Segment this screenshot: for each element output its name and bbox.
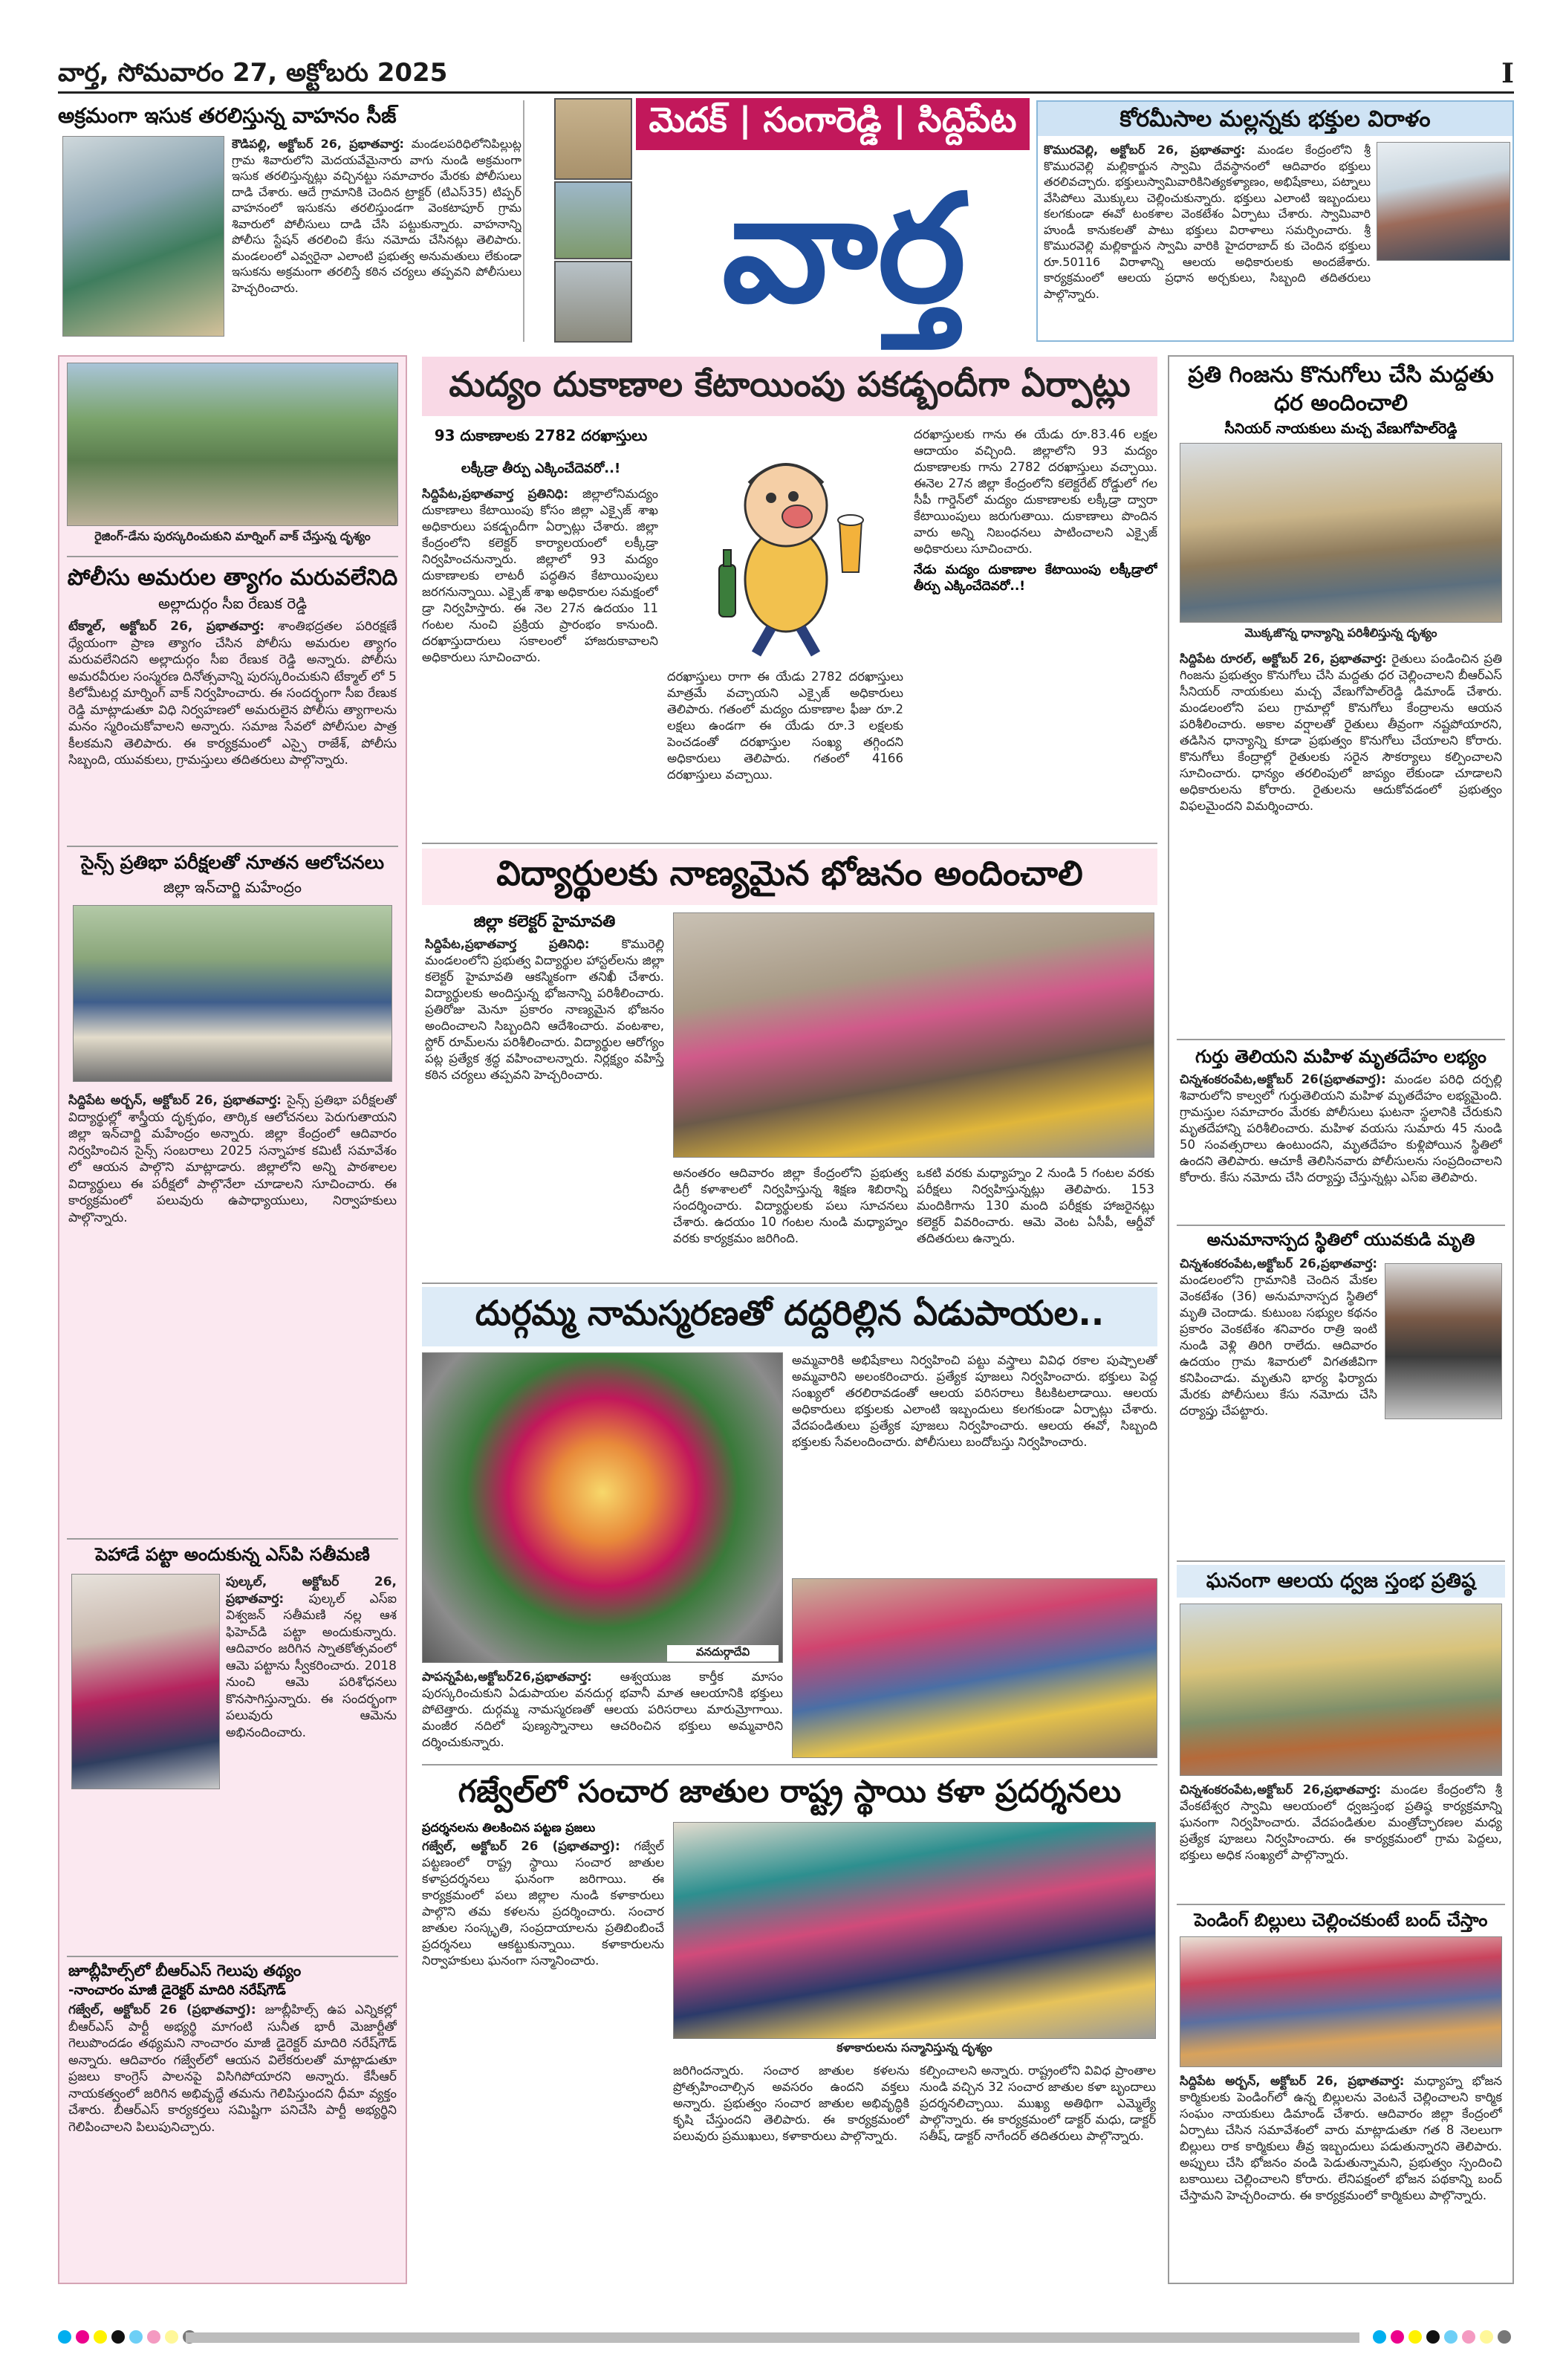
sand-story-dateline: కౌడిపల్లి, అక్టోబర్ 26, ప్రభాతవార్త: (232, 137, 404, 151)
bottle-icon (719, 565, 735, 617)
police-story-dateline: టేక్మాల్, అక్టోబర్ 26, ప్రభాతవార్త: (68, 619, 265, 634)
paddy-photo-caption: మొక్కజొన్న ధాన్యాన్ని పరిశీలిస్తున్న దృశ్యం (1180, 626, 1502, 643)
divider (422, 1764, 1157, 1765)
unknown-body-body: మండల పరిధి దర్పల్లి శివారులోని కాల్వలో గుర్తుతెలియని మహిళ మృతదేహం లభ్యమైంది. గ్రామస్తుల సమాచారం మేరకు పోలీసులు ఘటనా స్థలానికి చేరుకుని మృతదేహాన్ని పరిశీలించారు. మహిళ వయసు సుమారు 45 నుండి 50 సంవత్సరాలు ఉంటుందని, మృతదేహం కుళ్లిపోయిన స్థితిలో ఉందని తెలిపారు. ఆచూకీ తెలిసినవారు పోలీసులను సంప్రదించాలని కోరారు. కేసు నమోదు చేసి దర్యాప్తు చేస్తున్నట్లు ఎస్ఐ తెలిపారు. (1180, 1072, 1502, 1184)
flagpost-story-dateline: చిన్నశంకరంపేట,అక్టోబర్ 26,ప్రభాతవార్త: (1180, 1783, 1381, 1797)
liquor-story-body-3-lead: దరఖాస్తులకు గాను ఈ యేడు రూ.83.46 లక్షల ఆదాయం వచ్చింది. జిల్లాలోని 93 మద్యం దుకాణాలకు గాను 2782 దరఖాస్తులు వచ్చాయి. ఈనెల 27న జిల్లా కేంద్రంలోని కలెక్టరేట్ రోడ్డులో గల సీపీ గార్డెన్‌లో మద్యం దుకాణాలకు లక్కీడ్రా ద్వారా కేటాయింపులు జరుగుతాయి. దుకాణాలు పొందిన వారు అన్ని నిబంధనలు పాటించాలని ఎక్సైజ్ అధికారులు సూచించారు. (914, 427, 1157, 556)
students-story-body-2: అనంతరం ఆదివారం జిల్లా కేంద్రంలోని ప్రభుత్వ డిగ్రీ కళాశాలలో నిర్వహిస్తున్న శిక్షణ శిబిరాన్ని సందర్శించారు. విద్యార్థులకు పలు సూచనలు చేశారు. ఉదయం 10 గంటల నుండి మధ్యాహ్నం వరకు కార్యక్రమం జరిగింది. (673, 1166, 908, 1245)
unknown-body-title: గుర్తు తెలియని మహిళ మృతదేహం లభ్యం (1195, 1046, 1486, 1067)
registration-dot-black (111, 2330, 125, 2344)
suspicious-death-title: అనుమానాస్పద స్థితిలో యువకుడి మృతి (1206, 1230, 1475, 1250)
drunk-cartoon-illustration (667, 424, 905, 661)
liquor-kicker-2: లక్కీడ్రా తీర్పు ఎక్కించేదెవరో..! (461, 461, 621, 476)
gajwel-story-body-2: జరిగిందన్నారు. సంచార జాతుల కళలను ప్రోత్సహించాల్సిన అవసరం ఉందని వక్తలు అన్నారు. ప్రభుత్వం సంచార జాతుల అభివృద్ధికి కృషి చేస్తుందని తెలిపారు. ఈ కార్యక్రమంలో పలువురు ప్రముఖులు, కళాకారులు పాల్గొన్నారు. (673, 2063, 909, 2143)
jubilee-story-dateline: గజ్వేల్, అక్టోబర్ 26 (ప్రభాతవార్త): (68, 2003, 256, 2017)
masthead-photo-1 (554, 98, 632, 180)
students-story-title: విద్యార్థులకు నాణ్యమైన భోజనం అందించాలి (496, 853, 1083, 893)
devotees-story-photo (1377, 142, 1510, 261)
suspicious-death-body: మండలంలోని గ్రామానికి చెందిన మేకల వెంకటేశం (36) అనుమానాస్పద స్థితిలో మృతి చెందాడు. కుటుంబ సభ్యుల కథనం ప్రకారం వెంకటేశం శనివారం రాత్రి ఇంటి నుండి వెళ్లి తిరిగి రాలేదు. ఆదివారం ఉదయం గ్రామ శివారులో విగతజీవిగా కనిపించాడు. మృతుని భార్య ఫిర్యాదు మేరకు పోలీసులు కేసు నమోదు చేసి దర్యాప్తు చేపట్టారు. (1180, 1273, 1377, 1418)
cartoon-eye-left (766, 493, 776, 503)
bills-story-title: పెండింగ్ బిల్లులు చెల్లించకుంటే బంద్ చేస్తాం (1194, 1910, 1488, 1930)
suspicious-death-text (1180, 1256, 1377, 1553)
paddy-story-dateline: సిద్దిపేట రూరల్, అక్టోబర్ 26, ప్రభాతవార్త: (1180, 652, 1387, 666)
gajwel-story-body-3: కల్పించాలని అన్నారు. రాష్ట్రంలోని వివిధ ప్రాంతాల నుండి వచ్చిన 32 సంచార జాతుల కళా బృందాలు ప్రదర్శనలిచ్చాయి. ముఖ్య అతిథిగా ఎమ్మెల్యే పాల్గొన్నారు. ఈ కార్యక్రమంలో డాక్టర్ మధు, డాక్టర్ సతీష్, డాక్టర్ నాగేందర్ తదితరులు పాల్గొన్నారు. (920, 2063, 1156, 2143)
gajwel-story-photo (673, 1822, 1156, 2039)
police-story-photo (67, 363, 398, 526)
liquor-story-text-3 (914, 427, 1157, 840)
science-story-photo (73, 905, 392, 1082)
registration-dot-cyan (58, 2330, 71, 2344)
paddy-story-body: రైతులు పండించిన ప్రతి గింజను ప్రభుత్వం కొనుగోలు చేసి మద్దతు ధర చెల్లించాలని బీఆర్ఎస్ సీనియర్ నాయకులు మచ్చ వేణుగోపాల్‌రెడ్డి డిమాండ్ చేశారు. మండలంలోని పలు గ్రామాల్లో కొనుగోలు కేంద్రాలను ఆయన పరిశీలించారు. అకాల వర్షాలతో రైతులు తీవ్రంగా నష్టపోయారని, తడిసిన ధాన్యాన్ని కూడా ప్రభుత్వం కొనుగోలు చేయాలని కోరారు. కొనుగోలు కేంద్రాల్లో రైతులకు సరైన సౌకర్యాలు కల్పించాలని సూచించారు. ధాన్యం తరలింపులో జాప్యం లేకుండా చూడాలని అధికారులను కోరారు. రైతులను ఆదుకోవడంలో ప్రభుత్వం విఫలమైందని విమర్శించారు. (1180, 652, 1502, 813)
temple-photo-caption: వనదుర్గాదేవి (667, 1645, 779, 1661)
beer-glass-icon (839, 520, 862, 572)
unknown-body-text (1180, 1071, 1502, 1220)
registration-dot-magenta-light (1462, 2330, 1475, 2344)
paddy-story-title: ప్రతి గింజను కొనుగోలు చేసి మద్దతు ధర అందించాలి (1188, 362, 1494, 416)
science-story-body: సైన్స్ ప్రతిభా పరీక్షలతో విద్యార్థుల్లో శాస్త్రీయ దృక్పథం, తార్కిక ఆలోచనలు పెరుగుతాయని జిల్లా ఇన్‌చార్జి మహేంద్రం అన్నారు. జిల్లా కేంద్రంలో ఆదివారం నిర్వహించిన సైన్స్ సంబరాలు 2025 సన్నాహక కమిటీ సమావేశం లో ఆయన పాల్గొని మాట్లాడారు. జిల్లాలోని అన్ని పాఠశాలల విద్యార్థులు ఈ పరీక్షలో పాల్గొనేలా చూడాలని సూచించారు. ఈ కార్యక్రమంలో పలువురు ఉపాధ్యాయులు, నిర్వాహకులు పాల్గొన్నారు. (68, 1093, 397, 1225)
science-story-subtitle: జిల్లా ఇన్‌చార్జి మహేంద్రం (163, 878, 302, 896)
dsp-story-title: పెహాడే పట్టా అందుకున్న ఎస్‌పి సతీమణి (95, 1544, 370, 1565)
gajwel-story-kicker: ప్రదర్శనలను తిలకించిన పట్టణ ప్రజలు (422, 1820, 596, 1835)
devotees-story-title: కోరమీసాల మల్లన్నకు భక్తుల విరాళం (1120, 106, 1431, 132)
gajwel-story-body-1: గజ్వేల్ పట్టణంలో రాష్ట్ర స్థాయి సంచార జాతుల కళాప్రదర్శనలు ఘనంగా జరిగాయి. ఈ కార్యక్రమంలో పలు జిల్లాల నుండి కళాకారులు పాల్గొని తమ కళలను ప్రదర్శించారు. సంచార జాతుల సంస్కృతి, సంప్రదాయాలను ప్రతిబింబించే ప్రదర్శనలు ఆకట్టుకున్నాయి. కళాకారులను నిర్వాహకులు ఘనంగా సన్మానించారు. (422, 1839, 664, 1968)
police-story-title: పోలీసు అమరుల త్యాగం మరువలేనిది (67, 565, 398, 591)
sand-story-body: మండలపరిధిలోనిపిల్లుట్ల గ్రామ శివారులోని మెదయవేమైనారు వాగు నుండి అక్రమంగా ఇసుక తరలిస్తున్నట్లు వచ్చినట్టు సమాచారం మేరకు పోలీసులు దాడి చేశారు. ఆదే గ్రామానికి చెందిన ట్రాక్టర్ (టిఎస్35) టిప్పర్ వాహనంలో ఇసుకను తరలిస్తుండగా వెంకటాపూర్ గ్రామ శివారులో పోలీసులు దాడి చేసి పట్టుకున్నారు. వాహనాన్ని పోలీసు స్టేషన్ తరలించి కేసు నమోదు చేసినట్లు తెలిపారు. మండలంలో ఎవ్వరైనా ఎలాంటి ప్రభుత్వ అనుమతులు లేకుండా ఇసుకను అక్రమంగా తరలిస్తే కఠిన చర్యలు తప్పవని పోలీసులు హెచ్చరించారు. (232, 137, 521, 295)
jubilee-story-body: జూబ్లీహిల్స్ ఉప ఎన్నికల్లో బీఆర్ఎస్ పార్టీ అభ్యర్థి మాగంటి సునీత భారీ మెజార్టీతో గెలుపొందడం తథ్యమని నాంచారం మాజీ డైరెక్టర్ మాదిరి నరేష్‌గౌడ్ అన్నారు. ఆదివారం గజ్వేల్‌లో ఆయన విలేకరులతో మాట్లాడుతూ ప్రజలు కాంగ్రెస్ పాలనపై విసిగిపోయారని అన్నారు. కేసీఆర్ నాయకత్వంలో జరిగిన అభివృద్ధే తమను గెలిపిస్తుందని ధీమా వ్యక్తం చేశారు. బీఆర్ఎస్ కార్యకర్తలు సమిష్టిగా పనిచేసి పార్టీ అభ్యర్థిని గెలిపించాలని పిలుపునిచ్చారు. (68, 2003, 397, 2135)
bills-story-text (1180, 2073, 1502, 2281)
unknown-body-dateline: చిన్నశంకరంపేట,అక్టోబర్ 26(ప్రభాతవార్త): (1180, 1072, 1386, 1086)
page-header (58, 58, 1514, 94)
beer-foam (838, 515, 863, 525)
temple-story-title: దుర్గమ్మ నామస్మరణతో దద్దరిల్లిన ఏడుపాయల.. (475, 1293, 1105, 1333)
dsp-story-dateline: పుల్కల్, అక్టోబర్ 26, ప్రభాతవార్త: (226, 1575, 397, 1606)
devotees-story (1036, 100, 1514, 342)
police-story-body: శాంతిభద్రతల పరిరక్షణే ధ్యేయంగా ప్రాణ త్యాగం చేసిన పోలీసు అమరుల త్యాగం మరువలేనిదని అల్లాదుర్గం సీఐ రేణుక రెడ్డి అన్నారు. పోలీసు అమరవీరుల సంస్మరణ దినోత్సవాన్ని పురస్కరించుకుని టేక్మాల్ లో 5 కిలోమీటర్ల మార్నింగ్ వాక్ నిర్వహించారు. ఈ సందర్భంగా సీఐ రేణుక రెడ్డి మాట్లాడుతూ విధి నిర్వహణలో అమరులైన పోలీసు త్యాగాలను మనం స్మరించుకోవాలని అన్నారు. సమాజ సేవలో పోలీసుల పాత్ర కీలకమని తెలిపారు. ఈ కార్యక్రమంలో ఎస్సై రాజేశ్, పోలీసు సిబ్బంది, యువకులు, గ్రామస్తులు తదితరులు పాల్గొన్నారు. (68, 619, 397, 768)
students-story-dateline: సిద్దిపేట,ప్రభాతవార్త ప్రతినిధి: (425, 937, 590, 951)
masthead-logo: వార్త (721, 161, 966, 336)
devotees-story-text (1044, 142, 1371, 341)
registration-dot-black (1426, 2330, 1440, 2344)
temple-crowd-photo (792, 1578, 1157, 1758)
jubilee-story-subtitle: -నాంచారం మాజీ డైరెక్టర్ మాదిరి నరేష్‌గౌడ్ (68, 1982, 286, 1998)
paddy-story-photo (1180, 443, 1502, 623)
temple-story-dateline: పాపన్నపేట,అక్టోబర్26,ప్రభాతవార్త: (422, 1670, 592, 1684)
flagpost-story-photo (1180, 1604, 1502, 1776)
temple-story-photo (422, 1352, 783, 1663)
liquor-story-dateline: సిద్దిపేట,ప్రభాతవార్త ప్రతినిధి: (422, 487, 569, 501)
bills-story-dateline: సిద్దిపేట అర్బన్, అక్టోబర్ 26, ప్రభాతవార్త: (1180, 2074, 1405, 2088)
students-story-body-3: ఒకటి వరకు మధ్యాహ్నం 2 నుండి 5 గంటల వరకు పరీక్షలు నిర్వహిస్తున్నట్లు తెలిపారు. 153 మందికిగాను 130 మంది పరీక్షకు హాజరైనట్లు కలెక్టర్ వివరించారు. ఆమె వెంట ఏసీపీ, ఆర్డీవో తదితరులు ఉన్నారు. (917, 1166, 1154, 1245)
temple-story-body-1: ఆశ్వయుజ కార్తీక మాసం పురస్కరించుకుని ఏడుపాయల వనదుర్గ భవానీ మాత ఆలయానికి భక్తులు పోటెత్తారు. దుర్గమ్మ నామస్మరణతో ఆలయ పరిసరాలు మారుమ్రోగాయి. మంజీర నదిలో పుణ్యస్నానాలు ఆచరించిన భక్తులు అమ్మవారిని దర్శించుకున్నారు. (422, 1670, 783, 1749)
footer-bar (186, 2332, 1359, 2343)
science-story-title: సైన్స్ ప్రతిభా పరీక్షలతో నూతన ఆలోచనలు (80, 852, 385, 873)
divider (1177, 1225, 1505, 1226)
devotees-story-body: మండల కేంద్రంలోని శ్రీ కొమురవెల్లి మల్లికార్జున స్వామి దేవస్థానంలో ఆదివారం భక్తులు తరలివచ్చారు. భక్తులుస్వామివారికినిత్యకళ్యాణం, అభిషేకాలు, పట్నాలు వేసిపోలు మొక్కులు చెల్లించుకున్నారు. భక్తులు ఎలాంటి ఇబ్బందులు కలగకుండా ఈవో టంకశాల వెంకటేశం ఏర్పాటు చేశారు. స్వామివారి హుండీ కానుకలతో పాటు భక్తులు విరాళాలు సమర్పించారు. శ్రీ కొమురవెల్లి మల్లికార్జున స్వామి వారికి హైదరాబాద్ కు చెందిన భక్తులు రూ.50116 విరాళాన్ని ఆలయ అధికారులకు అందజేశారు. కార్యక్రమంలో ఆలయ ప్రధాన అర్చకులు, సిబ్బంది తదితరులు పాల్గొన్నారు. (1044, 143, 1371, 301)
masthead-photo-2 (554, 181, 632, 259)
temple-story-text-1 (422, 1669, 783, 1758)
divider (422, 1283, 1157, 1284)
divider (67, 1956, 398, 1957)
jubilee-story-title: జూబ్లీహిల్స్‌లో బీఆర్ఎస్ గెలుపు తథ్యం (68, 1962, 302, 1979)
students-story-body-1: కొమురెల్లి మండలంలోని ప్రభుత్వ విద్యార్థుల హాస్టల్‌లను జిల్లా కలెక్టర్ హైమావతి ఆకస్మికంగా తనిఖీ చేశారు. విద్యార్థులకు అందిస్తున్న భోజనాన్ని పరిశీలించారు. ప్రతిరోజు మెనూ ప్రకారం నాణ్యమైన భోజనం అందించాలని సిబ్బందిని ఆదేశించారు. వంటశాల, స్టోర్ రూమ్‌లను పరిశీలించారు. విద్యార్థుల ఆరోగ్యం పట్ల ప్రత్యేక శ్రద్ధ వహించాలన్నారు. నిర్లక్ష్యం వహిస్తే కఠిన చర్యలు తప్పవని హెచ్చరించారు. (425, 937, 664, 1082)
cartoon-eye-right (788, 491, 799, 502)
cartoon-nose (782, 505, 812, 528)
divider (67, 556, 398, 557)
dsp-story-photo (71, 1574, 220, 1789)
students-story (422, 911, 1157, 1283)
bills-story-body: మధ్యాహ్న భోజన కార్మికులకు పెండింగ్‌లో ఉన్న బిల్లులను వెంటనే చెల్లించాలని కార్మిక సంఘం నాయకులు డిమాండ్ చేశారు. ఆదివారం జిల్లా కేంద్రంలో ఏర్పాటు చేసిన సమావేశంలో వారు మాట్లాడుతూ గత 8 నెలలుగా బిల్లులు రాక కార్మికులు తీవ్ర ఇబ్బందులు పడుతున్నారని తెలిపారు. అప్పులు చేసి భోజనం వండి పెడుతున్నామని, ప్రభుత్వం స్పందించి బకాయిలు చెల్లించాలని కోరారు. లేనిపక్షంలో భోజన పథకాన్ని బంద్ చేస్తామని హెచ్చరించారు. ఈ కార్యక్రమంలో కార్మికులు పాల్గొన్నారు. (1180, 2074, 1502, 2202)
police-story-caption: రైజింగ్-డేను పురస్కరించుకుని మార్నింగ్ వాక్ చేస్తున్న దృశ్యం (94, 529, 371, 543)
students-story-text-2 (673, 1165, 908, 1277)
paddy-story-subtitle: సీనియర్ నాయకులు మచ్చ వేణుగోపాల్‌రెడ్డి (1224, 421, 1458, 437)
sand-story (58, 100, 524, 342)
liquor-story-body-1: జిల్లాలోనిమద్యం దుకాణాలు కేటాయింపు కోసం జిల్లా ఎక్సైజ్ శాఖ అధికారులు పకడ్బందీగా ఏర్పాట్లు చేశారు. జిల్లా కేంద్రంలోని కలెక్టర్ కార్యాలయంలో లక్కీడ్రా నిర్వహించనున్నారు. జిల్లాలో 93 మద్యం దుకాణాలకు లాటరీ పద్ధతిన కేటాయింపులు జరగనున్నాయి. ఎక్సైజ్ శాఖ అధికారుల సమక్షంలో డ్రా నిర్వహిస్తారు. ఈ నెల 27న ఉదయం 11 గంటల నుంచి ప్రక్రియ ప్రారంభం కానుంది. దరఖాస్తుదారులు సకాలంలో హాజరుకావాలని అధికారులు సూచించారు. (422, 487, 658, 664)
sand-story-photo (62, 136, 224, 337)
bills-story-photo (1180, 1936, 1502, 2067)
police-story-subtitle: అల్లాదుర్గం సీఐ రేణుక రెడ్డి (157, 594, 308, 612)
students-story-text-1 (425, 936, 664, 1274)
paddy-story-text (1180, 651, 1502, 1037)
registration-dot-yellow-light (1480, 2330, 1493, 2344)
temple-story-body-2: అమ్మవారికి అభిషేకాలు నిర్వహించి పట్టు వస్త్రాలు వివిధ రకాల పుష్పాలతో అమ్మవారిని అలంకరించారు. ప్రత్యేక పూజలు నిర్వహించారు. భక్తులు పెద్ద సంఖ్యలో తరలిరావడంతో ఆలయ పరిసరాలు కిటకిటలాడాయి. ఆలయ అధికారులు భక్తులకు ఎలాంటి ఇబ్బందులు కలగకుండా ఏర్పాట్లు చేశారు. వేదపండితులు ప్రత్యేక పూజలు నిర్వహించారు. ఆలయ ఈవో, సిబ్బంది భక్తులకు సేవలందించారు. పోలీసులు బందోబస్తు నిర్వహించారు. (792, 1353, 1157, 1449)
gajwel-photo-caption: కళాకారులను సన్మానిస్తున్న దృశ్యం (673, 2040, 1156, 2058)
sand-story-title: అక్రమంగా ఇసుక తరలిస్తున్న వాహనం సీజ్ (58, 103, 397, 128)
color-registration-left (58, 2330, 196, 2345)
registration-dot-yellow (94, 2330, 107, 2344)
registration-dot-cyan (1373, 2330, 1386, 2344)
divider (1177, 1904, 1505, 1905)
dsp-story-body: పుల్కల్ ఎస్ఐ విశ్వజన్ సతీమణి నల్ల ఆశ ఫిహెచ్‌డి పట్టా అందుకున్నారు. ఆదివారం జరిగిన స్నాతకోత్సవంలో ఆమె పట్టాను స్వీకరించారు. 2018 నుంచి ఆమె పరిశోధనలు కొనసాగిస్తున్నారు. ఈ సందర్భంగా పలువురు ఆమెను అభినందించారు. (226, 1591, 397, 1740)
registration-dot-cyan-light (1444, 2330, 1458, 2344)
color-registration-right (1373, 2330, 1511, 2345)
bottle-neck (724, 550, 731, 566)
temple-story (422, 1352, 1157, 1760)
registration-dot-yellow (1408, 2330, 1422, 2344)
masthead (554, 98, 1030, 343)
students-story-subtitle: జిల్లా కలెక్టర్ హైమావతి (473, 912, 616, 931)
flagpost-story-text (1180, 1782, 1502, 1901)
science-story-text (68, 1092, 397, 1538)
devotees-story-dateline: కొమురవెల్లి, అక్టోబర్ 26, ప్రభాతవార్త: (1044, 143, 1246, 157)
divider (67, 846, 398, 847)
suspicious-death-dateline: చిన్నశంకరంపేట,అక్టోబర్ 26,ప్రభాతవార్త: (1180, 1257, 1377, 1271)
dsp-story-text (226, 1574, 397, 1797)
divider (1177, 1039, 1505, 1040)
liquor-story (422, 424, 1157, 840)
students-story-photo (673, 912, 1154, 1158)
page-number: I (1501, 58, 1514, 89)
students-story-text-3 (917, 1165, 1154, 1277)
registration-dot-cyan-light (129, 2330, 143, 2344)
masthead-photo-3 (554, 261, 632, 343)
sand-story-text (232, 136, 521, 340)
liquor-story-title: మద్యం దుకాణాల కేటాయింపు పకడ్బందీగా ఏర్పాట్లు (449, 364, 1131, 404)
liquor-story-body-2: దరఖాస్తులు రాగా ఈ యేడు 2782 దరఖాస్తులు మాత్రమే వచ్చాయని ఎక్సైజ్ అధికారులు తెలిపారు. గతంలో మద్యం దుకాణాల ఫీజు రూ.2 లక్షలు ఉండగా ఈ యేడు రూ.3 లక్షలకు పెంచడంతో దరఖాస్తుల సంఖ్య తగ్గిందని అధికారులు తెలిపారు. గతంలో 4166 దరఖాస్తులు వచ్చాయి. (667, 669, 903, 782)
science-story-dateline: సిద్దిపేట అర్బన్, అక్టోబర్ 26, ప్రభాతవార్త: (68, 1093, 282, 1108)
gajwel-story-text-2 (673, 2063, 909, 2284)
flagpost-story-title: ఘనంగా ఆలయ ధ్వజ స్తంభ ప్రతిష్ఠ (1206, 1569, 1476, 1592)
liquor-kicker-3: నేడు మద్యం దుకాణాల కేటాయింపు లక్కీడ్రాలో తీర్పు ఎక్కించేదెవరో..! (914, 562, 1157, 594)
masthead-districts: మెదక్ | సంగారెడ్డి | సిద్దిపేట (636, 98, 1030, 150)
page-dateline: వార్త, సోమవారం 27, అక్టోబరు 2025 (58, 58, 448, 88)
gajwel-story-text-1 (422, 1838, 664, 2284)
police-story-text (68, 618, 397, 841)
registration-dot-magenta-light (147, 2330, 160, 2344)
liquor-story-text-2 (667, 669, 903, 840)
divider (1177, 1560, 1505, 1562)
gajwel-story-dateline: గజ్వేల్, అక్టోబర్ 26 (ప్రభాతవార్త): (422, 1839, 620, 1853)
flagpost-story-body: మండల కేంద్రంలోని శ్రీ వేంకటేశ్వర స్వామి ఆలయంలో ధ్వజస్తంభ ప్రతిష్ఠ కార్యక్రమాన్ని ఘనంగా నిర్వహించారు. వేదపండితుల మంత్రోచ్ఛారణల మధ్య ప్రత్యేక పూజలు నిర్వహించారు. ఈ కార్యక్రమంలో గ్రామ పెద్దలు, భక్తులు అధిక సంఖ్యలో పాల్గొన్నారు. (1180, 1783, 1502, 1862)
gajwel-story-text-3 (920, 2063, 1156, 2284)
registration-dot-gray (1498, 2330, 1511, 2344)
gajwel-story (422, 1820, 1157, 2284)
temple-story-text-2 (792, 1352, 1157, 1572)
registration-dot-magenta (1391, 2330, 1404, 2344)
divider (422, 843, 1157, 844)
jubilee-story-text (68, 2002, 397, 2277)
registration-dot-magenta (76, 2330, 89, 2344)
liquor-story-text-1 (422, 486, 658, 840)
registration-dot-yellow-light (165, 2330, 178, 2344)
divider (67, 1538, 398, 1540)
gajwel-story-title: గజ్వేల్‌లో సంచార జాతుల రాష్ట్ర స్థాయి కళా ప్రదర్శనలు (458, 1773, 1122, 1809)
liquor-kicker-1: 93 దుకాణాలకు 2782 దరఖాస్తులు (434, 427, 648, 444)
suspicious-death-photo (1385, 1263, 1502, 1419)
